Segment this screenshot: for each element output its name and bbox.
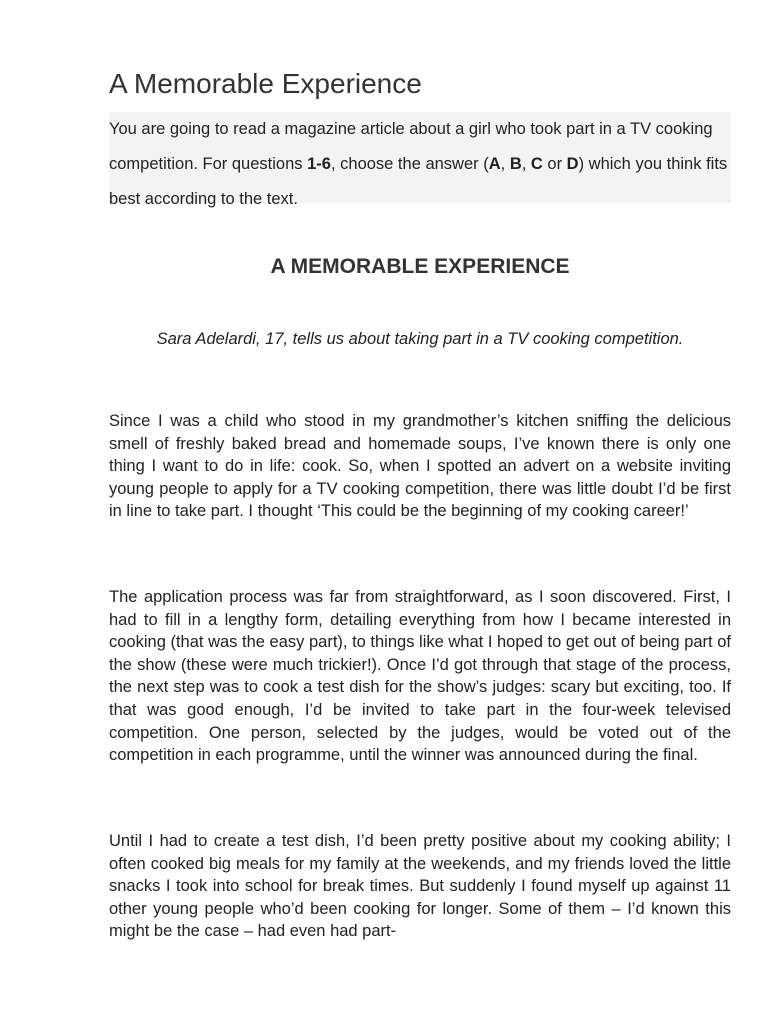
instructions-sep-3: or	[542, 155, 567, 173]
option-d: D	[566, 155, 579, 173]
instructions-text-3: ) which you think fits best according to the text.	[109, 155, 728, 208]
article-subtitle: Sara Adelardi, 17, tells us about taking part in a TV cooking competition.	[156, 330, 684, 348]
instructions-sep-2: ,	[521, 155, 531, 173]
article-paragraph-3: Until I had to create a test dish, I’d been pretty positive about my cooking ability; I often cooked big meals for my family at the weekends, and my friends loved the little snacks I took into school for break times. But suddenly I found myself up against 11 other young people who’d been cooking for longer. Some of them – I’d known this might be the case – had even had part-	[109, 832, 731, 941]
instructions-text-1: You are going to read a magazine article about a girl who took part in a TV cooking competition. For questions	[109, 120, 713, 173]
page-title: A Memorable Experience	[109, 68, 422, 99]
article-paragraph-2: The application process was far from straightforward, as I soon discovered. First, I had to fill in a lengthy form, detailing everything from how I became interested in cooking (that was the easy part), to things like what I hoped to get out of being part of the show (these were much trickier!). Once I’d got through that stage of the process, the next step was to cook a test dish for the show’s judges: scary but exciting, too. If that was good enough, I’d be invited to take part in the four-week televised competition. One person, selected by the judges, would be voted out of the competition in each programme, until the winner was announced during the final.	[109, 588, 731, 765]
instructions-text-2: , choose the answer (	[330, 155, 489, 173]
question-range: 1-6	[307, 155, 331, 173]
option-a: A	[488, 155, 501, 173]
option-b: B	[509, 155, 522, 173]
instructions-sep-1: ,	[500, 155, 510, 173]
option-c: C	[530, 155, 543, 173]
article-paragraph-1: Since I was a child who stood in my grandmother’s kitchen sniffing the delicious smell of freshly baked bread and homemade soups, I’ve known there is only one thing I want to do in life: cook. So, when I spotted an advert on a website inviting young people to apply for a TV cooking competition, there was little doubt I’d be first in line to take part. I thought ‘This could be the beginning of my cooking career!’	[109, 412, 731, 521]
instructions-box	[109, 112, 731, 208]
article-title: A MEMORABLE EXPERIENCE	[270, 255, 570, 278]
